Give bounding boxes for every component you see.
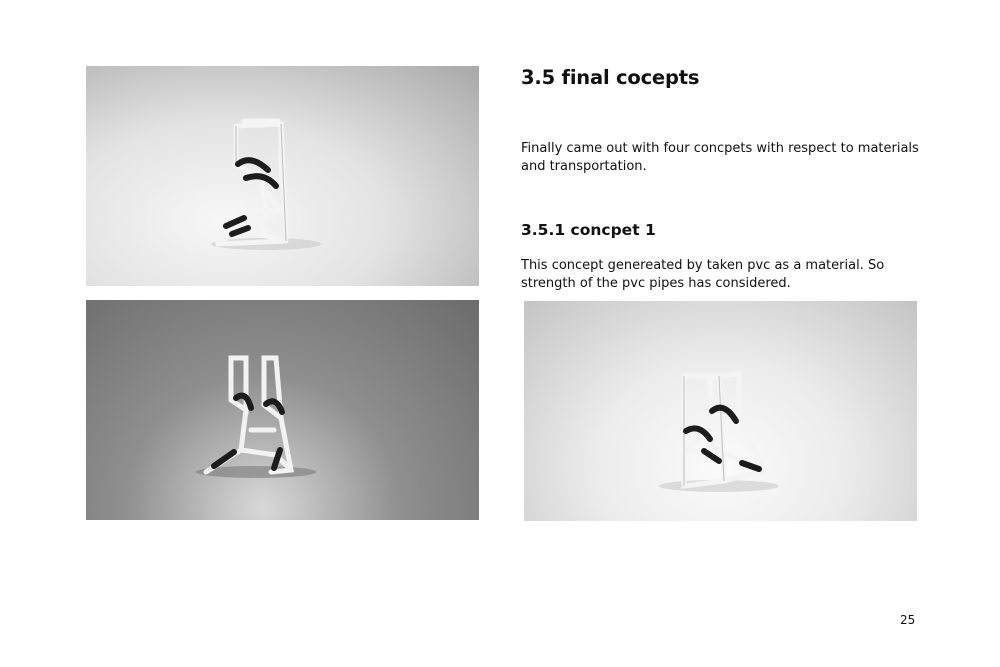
subsection-title: 3.5.1 concpet 1 [521, 221, 656, 239]
grip-1 [712, 408, 736, 421]
product-render-perspective-view [524, 301, 917, 521]
frame-render-1 [86, 66, 479, 286]
page-number: 25 [900, 613, 916, 627]
frame-render-2 [86, 300, 479, 520]
concept-description: This concept genereated by taken pvc as a material. So strength of the pvc pipes has considered. [521, 258, 885, 291]
product-render-front-view [86, 300, 479, 520]
intro-paragraph: Finally came out with four concpets with respect to materials and transportation. [521, 141, 919, 174]
frame-render-3 [524, 301, 917, 521]
section-title: 3.5 final cocepts [521, 66, 700, 89]
product-render-side-view [86, 66, 479, 286]
grip-3 [226, 218, 244, 226]
grip-4 [742, 463, 759, 469]
